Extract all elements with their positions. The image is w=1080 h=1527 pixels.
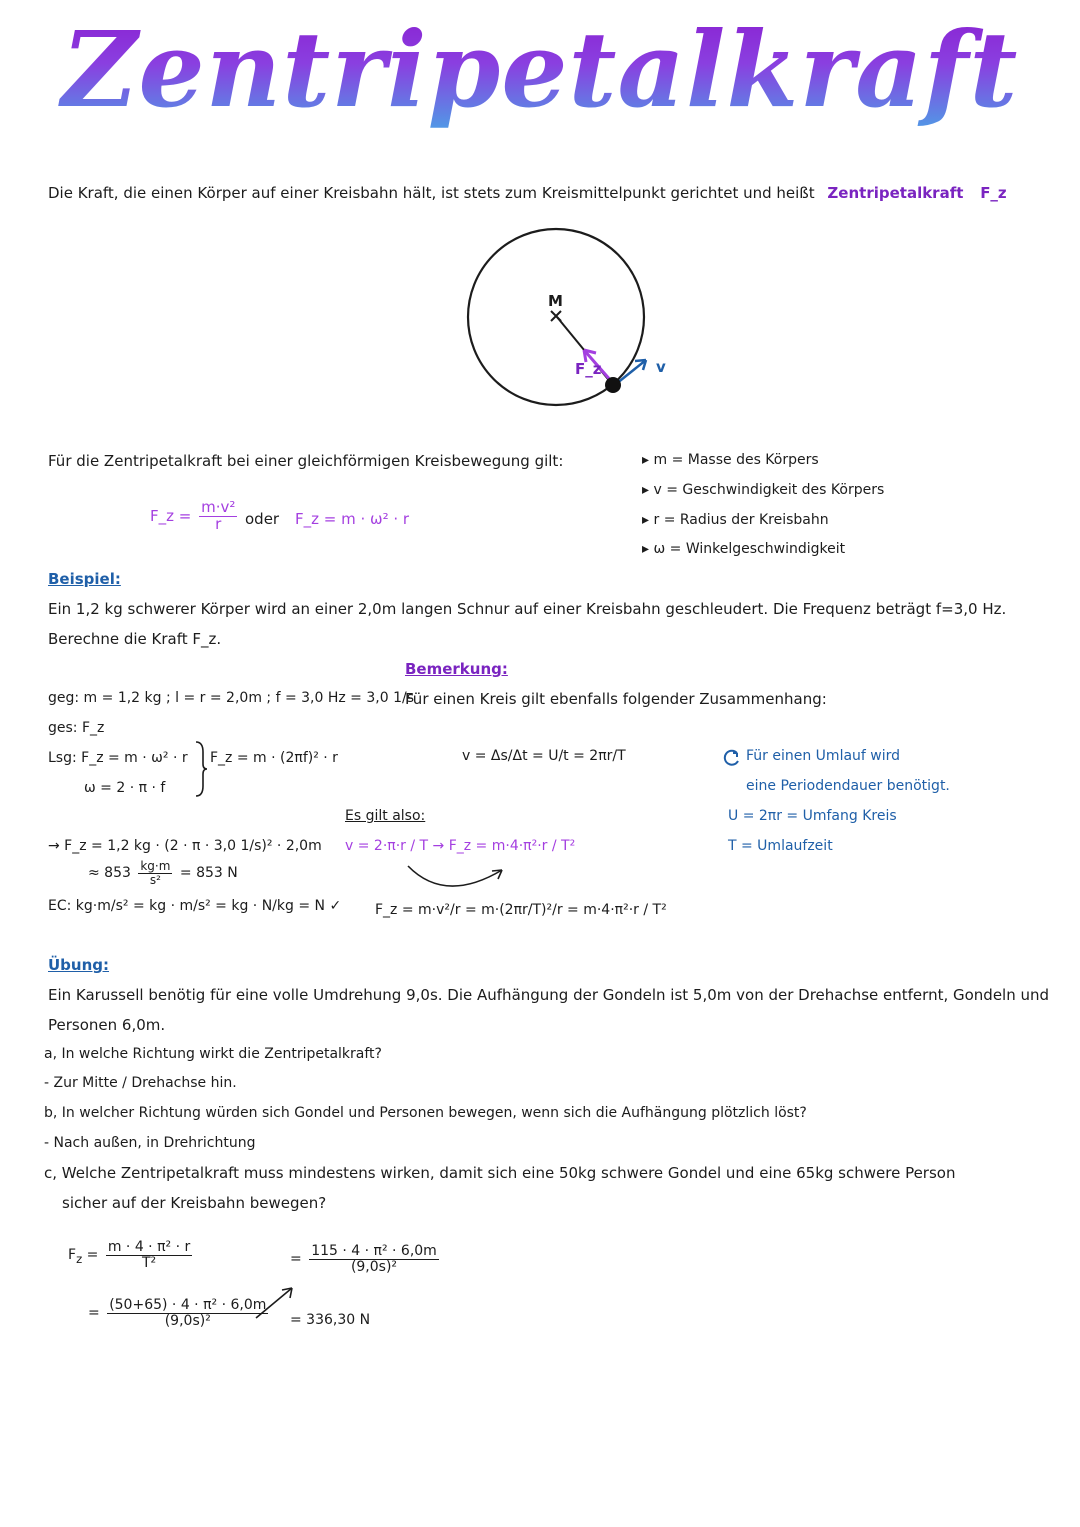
example-solution-combined: F_z = m · (2πf)² · r xyxy=(210,750,338,766)
formula-heading: Für die Zentripetalkraft bei einer gleichförmigen Kreisbewegung gilt: xyxy=(48,452,564,470)
formula-1-numerator: m·v² xyxy=(201,498,236,516)
formula-1 xyxy=(150,500,240,533)
solution-3-denominator: (9,0s)² xyxy=(350,1258,398,1275)
intro-text xyxy=(48,184,1007,202)
answer-a: - Zur Mitte / Drehachse hin. xyxy=(44,1075,237,1091)
legend-text: m = Masse des Körpers xyxy=(653,452,819,468)
calc-2-value: ≈ 853 xyxy=(88,865,131,882)
body-mass xyxy=(605,377,621,393)
answer-b: - Nach außen, in Drehrichtung xyxy=(44,1135,256,1151)
example-wanted: ges: F_z xyxy=(48,720,105,736)
legend-item: ▸ v = Geschwindigkeit des Körpers xyxy=(642,482,885,498)
legend-text: ω = Winkelgeschwindigkeit xyxy=(653,541,846,557)
es-gilt-label: Es gilt also: xyxy=(345,808,426,824)
example-calc-1: → F_z = 1,2 kg · (2 · π · 3,0 1/s)² · 2,0m xyxy=(48,838,322,854)
derived-formula: v = 2·π·r / T → F_z = m·4·π²·r / T² xyxy=(345,838,576,854)
cycle-icon xyxy=(722,748,742,768)
example-heading: Beispiel: xyxy=(48,570,121,588)
solution-result: = 336,30 N xyxy=(290,1312,371,1328)
legend-item: ▸ r = Radius der Kreisbahn xyxy=(642,512,829,528)
remark-definition: T = Umlaufzeit xyxy=(728,838,833,854)
solution-step-1: $F_z$ = $\frac{\text{m · 4 · π² · r}}{\text{T²}}$ xyxy=(68,1239,191,1271)
intro-highlight: Zentripetalkraft xyxy=(827,184,964,202)
example-solution-1: Lsg: F_z = m · ω² · r xyxy=(48,750,188,766)
calc-2-result: = 853 N xyxy=(179,865,238,882)
exercise-line-2: Personen 6,0m. xyxy=(48,1016,166,1034)
force-label: F_z xyxy=(575,360,602,378)
example-solution-2: ω = 2 · π · f xyxy=(84,780,166,796)
legend-item: ▸ ω = Winkelgeschwindigkeit xyxy=(642,541,846,557)
circular-motion-diagram xyxy=(460,222,690,418)
brace-icon xyxy=(194,740,208,798)
solution-2-denominator: (9,0s)² xyxy=(164,1312,211,1329)
intro-symbol: F_z xyxy=(980,184,1007,202)
remark-note-line: eine Periodendauer benötigt. xyxy=(746,778,950,794)
solution-2-numerator: (50+65) · 4 · π² · 6,0m xyxy=(109,1297,267,1313)
solution-1-numerator: m · 4 · π² · r xyxy=(107,1239,191,1255)
question-a: a, In welche Richtung wirkt die Zentripetalkraft? xyxy=(44,1046,382,1062)
example-unit-check: EC: kg·m/s² = kg · m/s² = kg · N/kg = N ✓ xyxy=(48,898,342,914)
question-c-line-2: sicher auf der Kreisbahn bewegen? xyxy=(62,1194,327,1212)
legend-text: r = Radius der Kreisbahn xyxy=(653,512,829,528)
solution-step-3: = $\frac{\text{115 · 4 · π² · 6,0m}}{\text{(9,0s)²}}$ xyxy=(290,1243,437,1275)
calc-2-unit-den: s² xyxy=(149,872,161,887)
page-title: Zentripetalkraft xyxy=(0,8,1080,131)
legend-item: ▸ m = Masse des Körpers xyxy=(642,452,819,468)
center-label: M xyxy=(548,292,563,310)
question-c-line-1: c, Welche Zentripetalkraft muss mindestens wirken, damit sich eine 50kg schwere Gondel und eine 65kg schwere Person xyxy=(44,1164,956,1182)
formula-2: F_z = m · ω² · r xyxy=(295,510,410,528)
formula-1-denominator: r xyxy=(215,514,222,533)
remark-note-line: Für einen Umlauf wird xyxy=(746,748,901,764)
example-line-1: Ein 1,2 kg schwerer Körper wird an einer 2,0m langen Schnur auf einer Kreisbahn geschleudert. Die Frequenz beträgt f=3,0 Hz. xyxy=(48,600,1007,618)
formula-1-lhs: F_z = xyxy=(150,506,192,525)
example-line-2: Berechne die Kraft F_z. xyxy=(48,630,222,648)
legend-text: v = Geschwindigkeit des Körpers xyxy=(653,482,885,498)
calc-2-unit-num: kg·m xyxy=(140,859,171,873)
solution-2-fraction xyxy=(107,1298,268,1328)
solution-1-denominator: T² xyxy=(141,1254,157,1271)
remark-formula: v = Δs/Δt = U/t = 2πr/T xyxy=(462,748,626,764)
remark-heading: Bemerkung: xyxy=(405,660,508,678)
solution-1-fraction xyxy=(106,1240,192,1270)
solution-3-numerator: 115 · 4 · π² · 6,0m xyxy=(311,1243,437,1259)
question-b: b, In welcher Richtung würden sich Gondel und Personen bewegen, wenn sich die Aufhängung plötzlich löst? xyxy=(44,1105,807,1121)
intro-sentence: Die Kraft, die einen Körper auf einer Kreisbahn hält, ist stets zum Kreismittelpunkt gerichtet und heißt xyxy=(48,184,815,202)
formula-1-fraction xyxy=(199,500,237,533)
example-given: geg: m = 1,2 kg ; l = r = 2,0m ; f = 3,0 Hz = 3,0 1/s xyxy=(48,690,414,706)
formula-connector: oder xyxy=(245,510,280,528)
example-calc-2 xyxy=(88,860,238,886)
velocity-label: v xyxy=(656,358,666,376)
calc-2-unit xyxy=(138,860,172,886)
remark-text: Für einen Kreis gilt ebenfalls folgender Zusammenhang: xyxy=(405,690,827,708)
derivation-chain: F_z = m·v²/r = m·(2πr/T)²/r = m·4·π²·r / T² xyxy=(375,902,667,918)
remark-definition: U = 2πr = Umfang Kreis xyxy=(728,808,897,824)
exercise-heading: Übung: xyxy=(48,956,110,974)
solution-3-fraction xyxy=(309,1244,439,1274)
solution-step-2: = $\frac{\text{(50+65) · 4 · π² · 6,0m}}{\text{(9,0s)²}}$ xyxy=(88,1297,267,1329)
exercise-line-1: Ein Karussell benötig für eine volle Umdrehung 9,0s. Die Aufhängung der Gondeln ist 5,0m von der Drehachse entfernt, Gondeln und xyxy=(48,986,1050,1004)
substitution-arrow-icon xyxy=(400,858,520,898)
